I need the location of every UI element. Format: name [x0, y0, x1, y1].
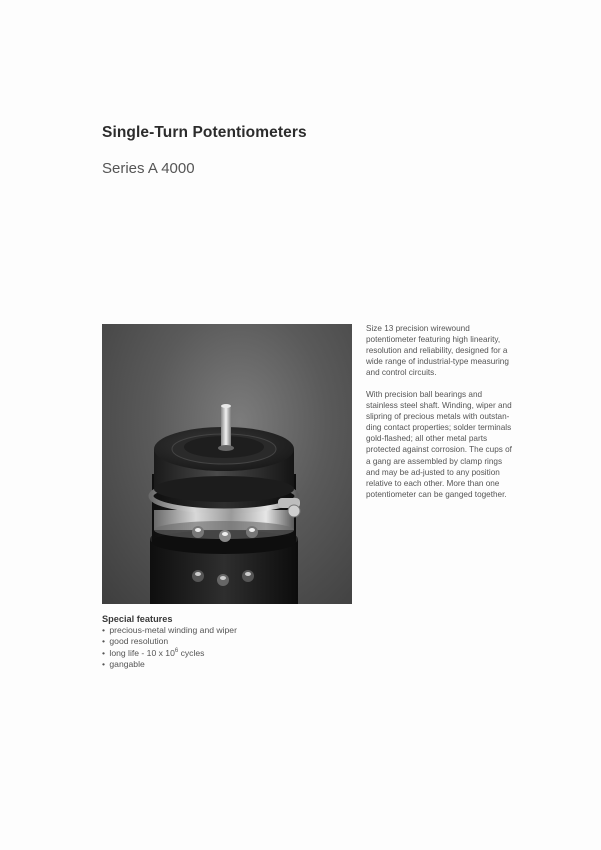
feature-text: gangable	[109, 658, 145, 669]
description-paragraph: With precision ball bearings and stainless steel shaft. Winding, wiper and slipring of precious metals with outstan-ding contact properties; solder terminals gold-flashed; all other metal parts protected against corrosion. The cups of a gang are assembled by clamp rings and may be ad-justed to any position relative to each other. More than one potentiometer can be ganged together.	[366, 390, 512, 499]
list-item	[102, 659, 302, 670]
potentiometer-photo	[102, 324, 352, 604]
feature-text-before: long life - 10 x 10	[109, 647, 175, 658]
list-item	[102, 648, 302, 659]
bullet-icon: •	[102, 636, 106, 647]
list-item	[102, 625, 302, 636]
feature-text-after: cycles	[178, 647, 205, 658]
feature-exponent: 6	[174, 647, 179, 654]
potentiometer-illustration	[102, 324, 352, 604]
bullet-icon: •	[102, 625, 106, 636]
description-paragraph: Size 13 precision wirewound potentiometer featuring high linearity, resolution and reliability, designed for a wide range of industrial-type measuring and control circuits.	[366, 324, 509, 378]
bullet-icon: •	[102, 658, 106, 669]
bullet-icon: •	[102, 647, 106, 658]
feature-text: precious-metal winding and wiper	[109, 625, 237, 636]
document-title: Single-Turn Potentiometers	[102, 124, 307, 141]
product-description	[366, 323, 516, 511]
list-item	[102, 636, 302, 647]
feature-text: good resolution	[109, 636, 169, 647]
special-features	[102, 614, 302, 670]
features-heading: Special features	[102, 614, 173, 624]
document-subtitle: Series A 4000	[102, 160, 195, 177]
features-list	[102, 625, 302, 670]
